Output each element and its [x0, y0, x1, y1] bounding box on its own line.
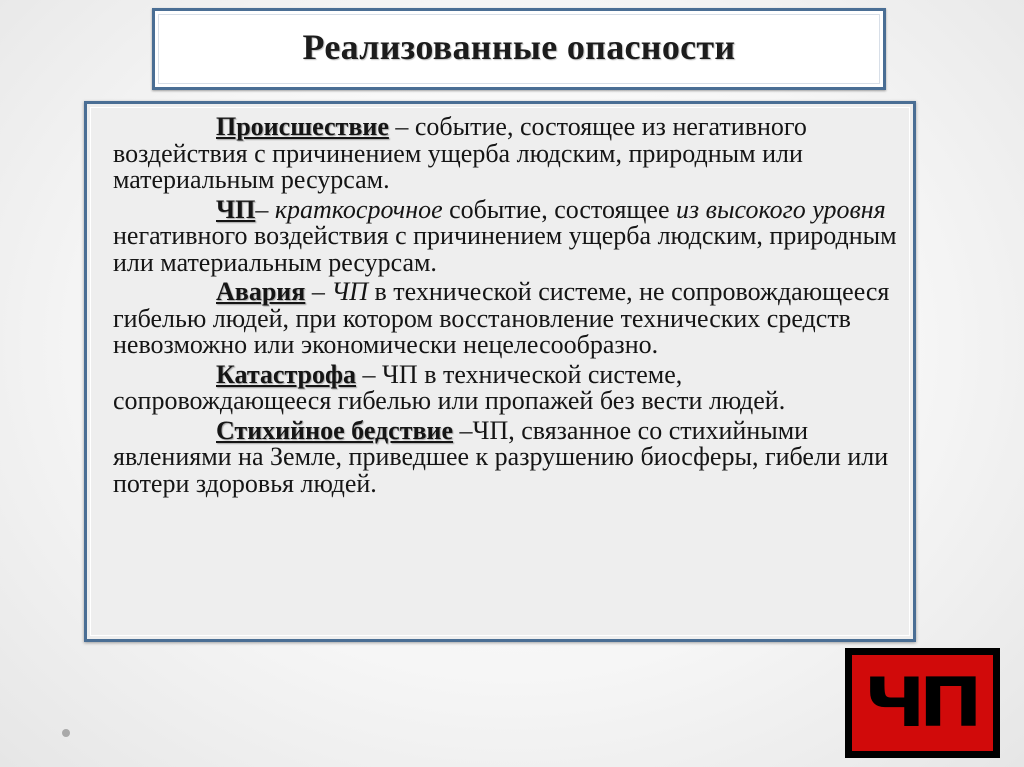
slide-title: Реализованные опасности [302, 27, 736, 67]
title-box [152, 8, 886, 90]
definition-term: ЧП [216, 194, 256, 224]
definition-text: – событие, состоящее из негативного воздействия с причинением ущерба людским, природным или материальным ресурсам. [113, 112, 807, 194]
definition-item [113, 114, 903, 194]
slide-nav-dot-icon [62, 729, 70, 737]
chp-logo [845, 648, 1000, 758]
definition-text: негативного воздействия с причинением ущерба людским, природным или материальным ресурсам. [113, 221, 897, 277]
definition-text: событие, состоящее [442, 194, 677, 224]
definitions-box [84, 101, 916, 642]
definition-item [113, 194, 903, 277]
definition-text: ЧП [331, 277, 369, 306]
definition-item [113, 279, 903, 359]
definition-item [113, 415, 903, 498]
definition-text: из высокого уровня [676, 194, 886, 224]
chp-logo-red-panel [852, 655, 993, 751]
definition-text: –ЧП, связанное со стихийными явлениями на Земле, приведшее к разрушению биосферы, гибели или потери здоровья людей. [113, 415, 889, 498]
definition-term: Катастрофа [216, 359, 357, 389]
definitions-list [113, 114, 903, 500]
chp-logo-text: ЧП [863, 663, 976, 743]
definition-text: – краткосрочное [255, 194, 443, 224]
definition-item [113, 359, 903, 415]
definition-term: Стихийное бедствие [216, 415, 454, 445]
definition-text: – [305, 277, 332, 306]
definition-text: – ЧП в технической системе, сопровождающееся гибелью или пропажей без вести людей. [113, 359, 786, 415]
definition-term: Авария [216, 277, 306, 306]
definition-term: Происшествие [216, 112, 389, 141]
definition-text: в технической системе, не сопровождающееся гибелью людей, при котором восстановление технических средств невозможно или экономически нецелесообразно. [113, 277, 890, 359]
